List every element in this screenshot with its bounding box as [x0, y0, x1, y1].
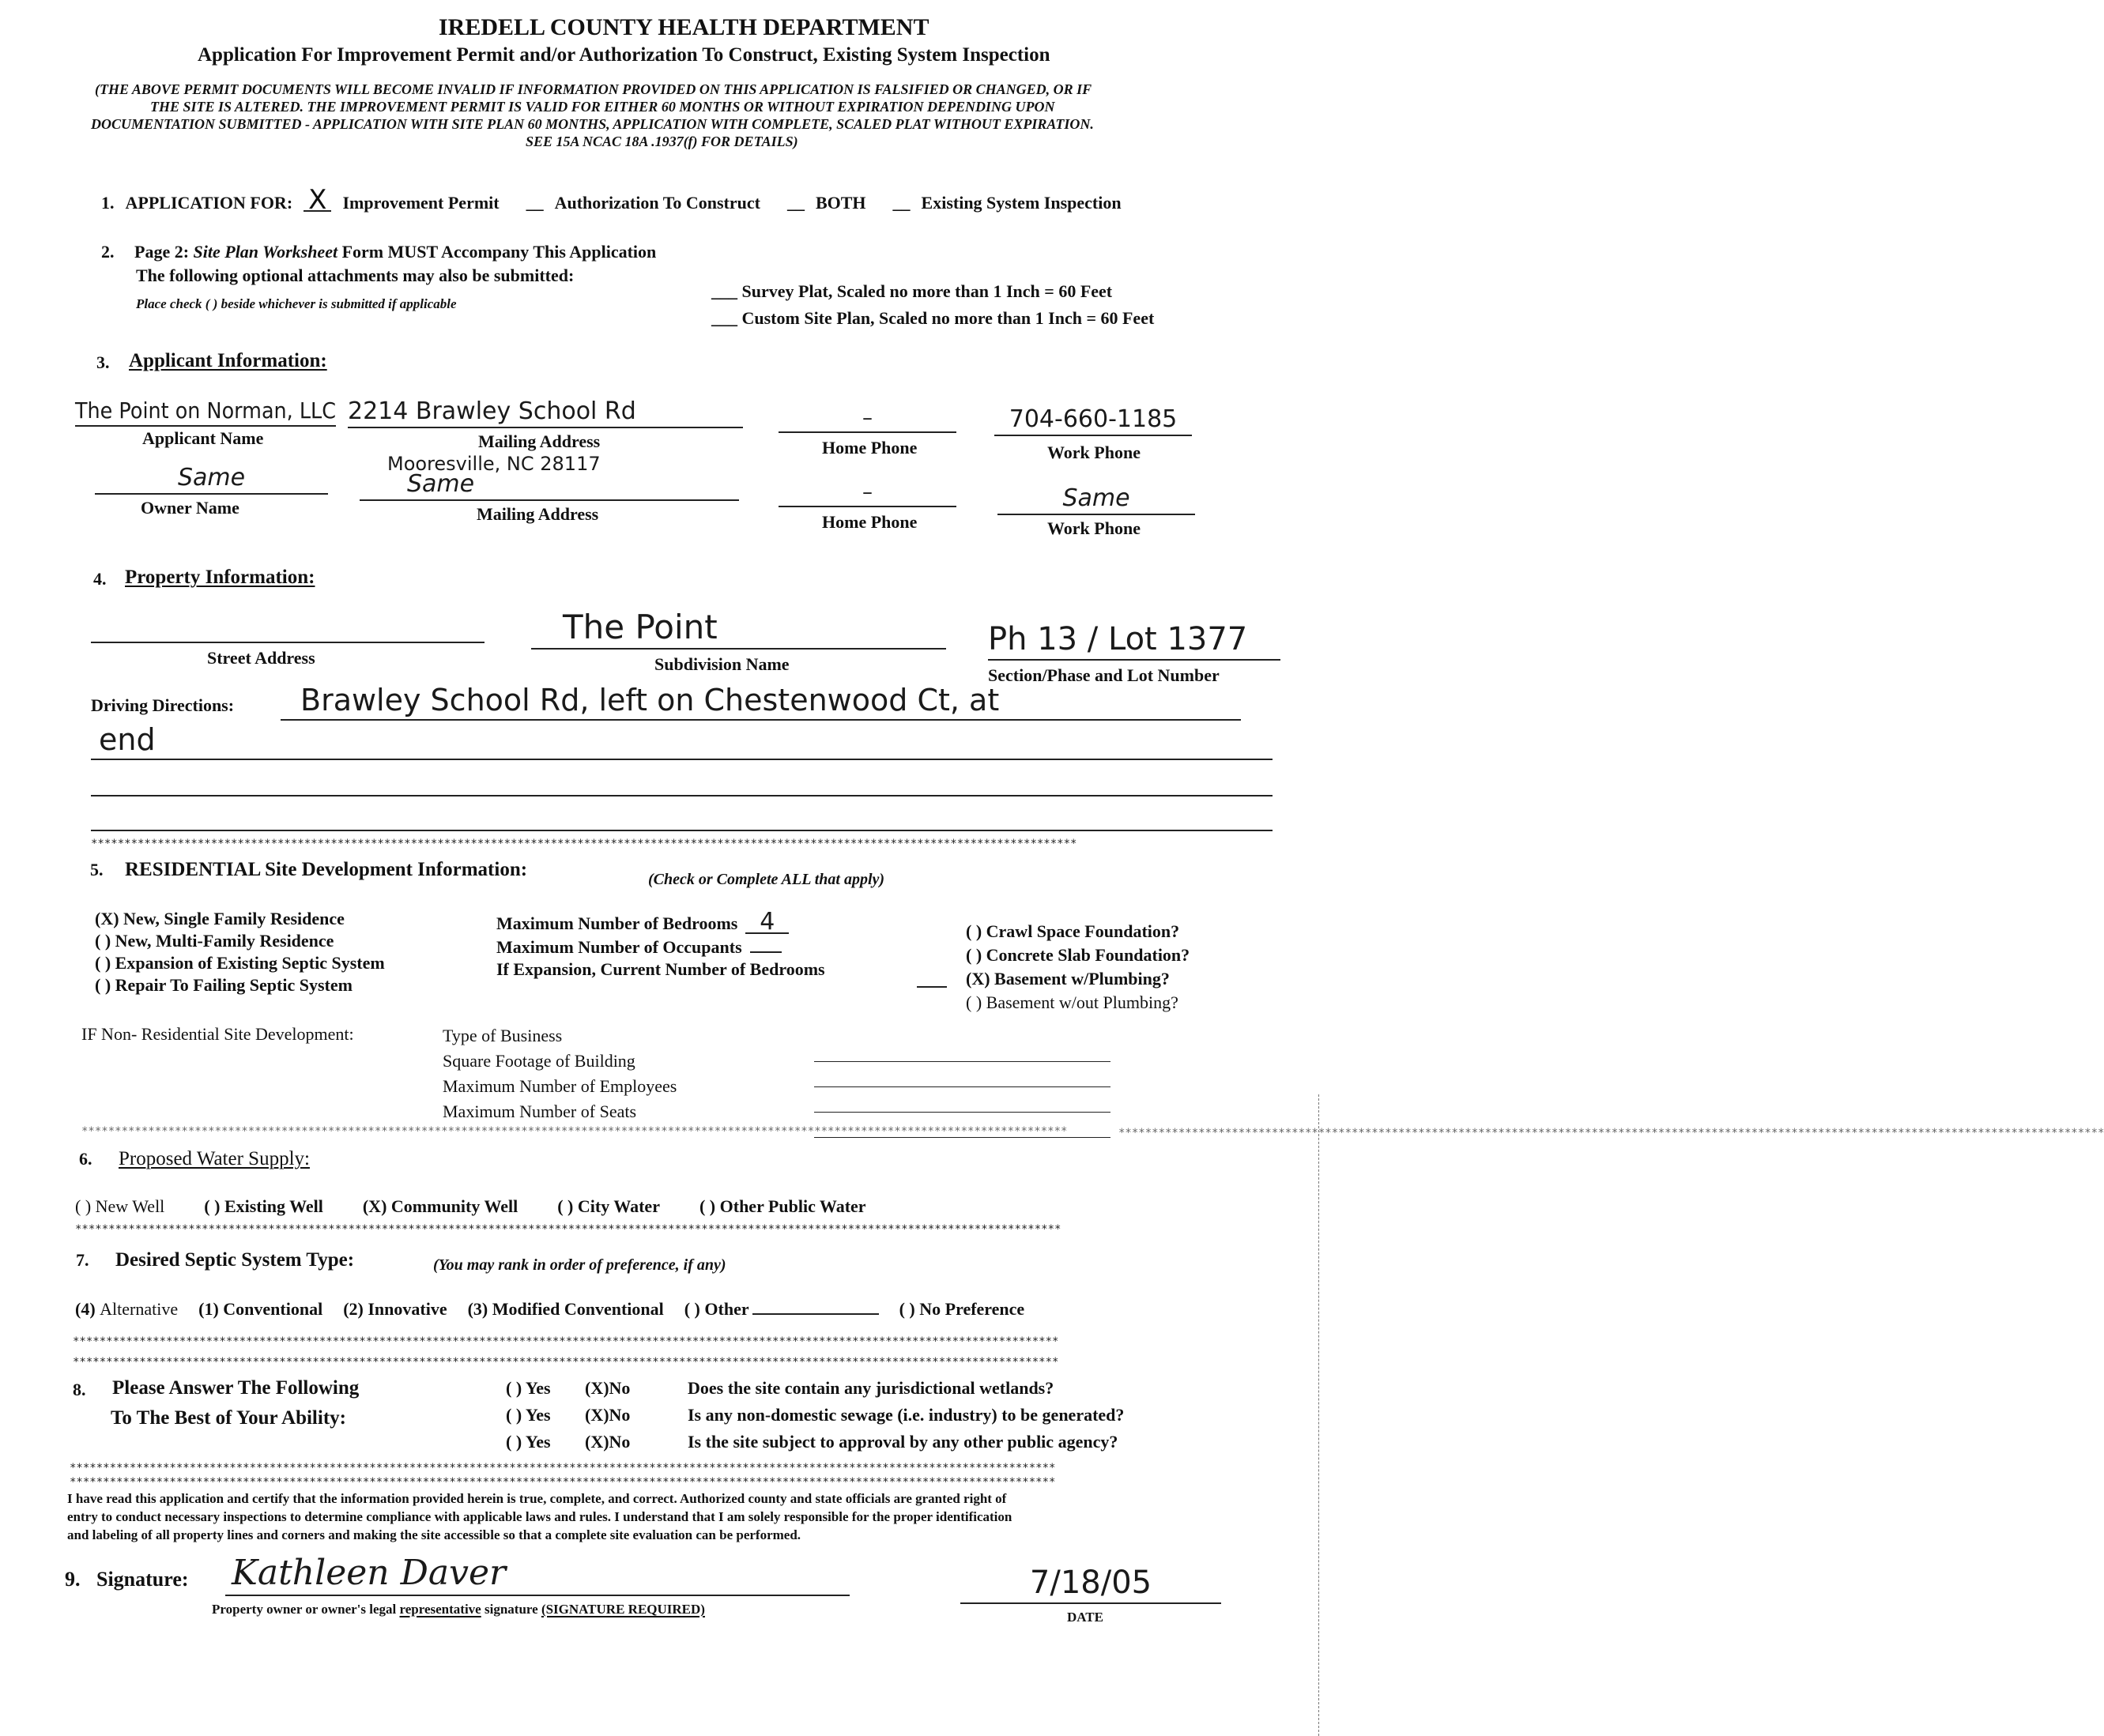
owner-name-field	[95, 466, 328, 495]
section-1-number: 1.	[101, 193, 115, 213]
owner-home-phone-field	[779, 479, 956, 507]
other-public-water-label: Other Public Water	[719, 1196, 866, 1216]
foundation-row	[966, 921, 1282, 942]
no-preference-rank[interactable]: ( )	[899, 1299, 915, 1319]
city-water-checkbox[interactable]: ( )	[557, 1196, 574, 1216]
community-well-checkbox[interactable]: (X)	[362, 1196, 387, 1216]
mailing-address-line2-value[interactable]: Mooresville, NC 28117	[387, 453, 601, 475]
new-single-family-label: New, Single Family Residence	[123, 909, 345, 928]
owner-work-phone-value[interactable]: Same	[1062, 484, 1130, 512]
subdivision-name-label: Subdivision Name	[654, 654, 790, 674]
max-employees-field	[814, 1092, 1110, 1113]
caption-required: (SIGNATURE REQUIRED)	[541, 1602, 705, 1617]
foundation-row	[966, 969, 1282, 989]
no-preference-option	[899, 1299, 1025, 1320]
caption-underlined: representative	[399, 1602, 481, 1617]
applicant-name-label: Applicant Name	[142, 428, 264, 448]
non-residential-row	[443, 1101, 806, 1122]
mailing-address-value[interactable]: 2214 Brawley School Rd	[348, 397, 636, 425]
count-row	[496, 908, 907, 936]
yes-label: Yes	[525, 1378, 551, 1398]
driving-directions-line1[interactable]: Brawley School Rd, left on Chestenwood Ct, at	[300, 683, 1000, 717]
other-blank[interactable]	[752, 1313, 879, 1315]
existing-well-checkbox[interactable]: ( )	[204, 1196, 221, 1216]
section-lot-value[interactable]: Ph 13 / Lot 1377	[988, 621, 1248, 657]
new-multi-family-label: New, Multi-Family Residence	[115, 931, 334, 951]
count-row	[496, 959, 907, 980]
owner-home-phone-label: Home Phone	[822, 512, 918, 532]
residential-note: (Check or Complete ALL that apply)	[648, 871, 885, 888]
max-bedrooms-label: Maximum Number of Bedrooms	[496, 913, 738, 933]
question-list	[506, 1378, 1280, 1452]
notice-line-text: (THE ABOVE PERMIT DOCUMENTS WILL BECOME INVALID IF INFORMATION PROVIDED ON THIS APPLICATION IS FALSIFIED OR CHANGED, OR IF	[95, 81, 1092, 97]
section-7-number: 7.	[76, 1250, 89, 1270]
driving-directions-field-2	[91, 724, 1273, 760]
non-residential-fields	[443, 1026, 806, 1122]
foundation-list	[966, 921, 1282, 1013]
section-lot-label: Section/Phase and Lot Number	[988, 665, 1220, 685]
max-employees-label: Maximum Number of Employees	[443, 1076, 677, 1096]
date-value[interactable]: 7/18/05	[1029, 1565, 1152, 1601]
square-footage-label: Square Footage of Building	[443, 1051, 635, 1071]
option-improvement-permit: Improvement Permit	[342, 193, 500, 213]
expansion-checkbox[interactable]: ( )	[95, 953, 111, 973]
non-residential-row	[443, 1051, 806, 1071]
owner-mailing-address-label: Mailing Address	[477, 504, 599, 524]
community-well-option	[363, 1196, 518, 1217]
date-label: DATE	[1067, 1610, 1103, 1625]
no-label: No	[609, 1405, 631, 1425]
current-bedrooms-label: If Expansion, Current Number of Bedrooms	[496, 959, 825, 979]
basement-plumbing-checkbox[interactable]: (X)	[966, 969, 990, 989]
no-checkbox[interactable]: (X)	[585, 1405, 609, 1425]
crawl-space-checkbox[interactable]: ( )	[966, 921, 982, 941]
form-subtitle	[198, 44, 1050, 66]
section-6-number: 6.	[79, 1149, 92, 1169]
applicant-name-field	[75, 394, 336, 427]
max-seats-label: Maximum Number of Seats	[443, 1101, 637, 1121]
certification-statement	[67, 1490, 1269, 1544]
yes-option[interactable]	[506, 1378, 585, 1399]
survey-plat-checkbox[interactable]: ___	[711, 281, 737, 301]
yes-checkbox[interactable]: ( )	[506, 1432, 522, 1452]
custom-site-plan-row	[711, 308, 1265, 329]
yes-option[interactable]	[506, 1405, 585, 1425]
no-checkbox[interactable]: (X)	[585, 1378, 609, 1398]
city-water-label: City Water	[577, 1196, 660, 1216]
signature-label: Signature:	[96, 1568, 189, 1591]
street-address-label: Street Address	[207, 648, 315, 668]
home-phone-label: Home Phone	[822, 438, 918, 458]
driving-directions-field	[281, 684, 1241, 721]
no-label: No	[609, 1378, 631, 1398]
basement-no-plumbing-label: Basement w/out Plumbing?	[986, 992, 1178, 1012]
foundation-row	[966, 945, 1282, 966]
alternative-option	[75, 1299, 178, 1320]
notice-line	[91, 115, 1284, 133]
home-phone-field	[779, 401, 956, 433]
signature-caption	[212, 1601, 705, 1618]
heading-suffix: Form MUST Accompany This Application	[337, 242, 657, 262]
section-2-number: 2.	[101, 242, 115, 262]
septic-type-heading: Desired Septic System Type:	[115, 1249, 355, 1271]
section-8-number: 8.	[73, 1380, 86, 1399]
both-checkbox[interactable]: __	[786, 193, 805, 213]
new-multi-family-checkbox[interactable]: ( )	[95, 931, 111, 951]
innovative-option	[343, 1299, 447, 1320]
question-row	[506, 1405, 1280, 1425]
basement-plumbing-label: Basement w/Plumbing?	[994, 969, 1170, 989]
question-text: Is any non-domestic sewage (i.e. industry) to be generated?	[688, 1405, 1125, 1425]
non-residential-label: IF Non- Residential Site Development:	[81, 1024, 354, 1044]
caption-prefix: Property owner or owner's legal	[212, 1602, 400, 1617]
place-check-instructions	[136, 296, 457, 313]
community-well-label: Community Well	[390, 1196, 518, 1216]
heading-prefix: Page 2:	[134, 242, 194, 262]
questions-heading-line2: To The Best of Your Ability:	[111, 1407, 346, 1429]
heading-italic: Site Plan Worksheet	[193, 242, 338, 262]
other-public-water-checkbox[interactable]: ( )	[699, 1196, 716, 1216]
authorization-checkbox[interactable]: __	[526, 193, 544, 213]
section-application-for	[101, 184, 1279, 216]
development-type-row	[95, 909, 474, 929]
expansion-label: Expansion of Existing Septic System	[115, 953, 385, 973]
other-rank[interactable]: ( )	[684, 1299, 700, 1319]
development-type-row	[95, 953, 474, 973]
mailing-address-label: Mailing Address	[478, 431, 601, 451]
water-supply-heading: Proposed Water Supply:	[119, 1148, 310, 1169]
max-bedrooms-value[interactable]: 4	[745, 912, 789, 934]
crawl-space-label: Crawl Space Foundation?	[986, 921, 1180, 941]
survey-plat-label: Survey Plat, Scaled no more than 1 Inch = 60 Feet	[741, 281, 1113, 301]
option-authorization: Authorization To Construct	[554, 193, 760, 213]
notice-line	[91, 81, 1284, 98]
new-well-label: New Well	[95, 1196, 165, 1216]
notice-line-text: SEE 15A NCAC 18A .1937(f) FOR DETAILS)	[526, 134, 798, 149]
custom-site-plan-checkbox[interactable]: ___	[711, 308, 737, 328]
conventional-label: Conventional	[223, 1299, 323, 1319]
concrete-slab-checkbox[interactable]: ( )	[966, 945, 982, 965]
no-option[interactable]	[585, 1405, 688, 1425]
repair-label: Repair To Failing Septic System	[115, 975, 353, 995]
property-info-heading: Property Information:	[125, 567, 315, 588]
alternative-rank[interactable]: (4)	[75, 1299, 96, 1319]
existing-inspection-checkbox[interactable]: __	[892, 193, 911, 213]
certification-line: I have read this application and certify that the information provided herein is true, complete, and correct. Authorized county and state officials are granted right of	[67, 1491, 1007, 1506]
max-occupants-label: Maximum Number of Occupants	[496, 937, 742, 957]
question-row	[506, 1378, 1280, 1399]
notice-line-text: THE SITE IS ALTERED. THE IMPROVEMENT PERMIT IS VALID FOR EITHER 60 MONTHS OR WITHOUT EXPIRATION DEPENDING UPON	[150, 99, 1055, 115]
existing-well-option	[204, 1196, 323, 1217]
work-phone-value[interactable]: 704-660-1185	[1009, 405, 1178, 433]
survey-plat-row	[711, 281, 1265, 302]
option-both: BOTH	[815, 193, 866, 213]
caption-mid: signature	[481, 1602, 541, 1617]
septic-type-options	[75, 1299, 1269, 1320]
separator-line: ****************************************************************************************************************************************************	[75, 1223, 1061, 1236]
home-phone-value[interactable]: –	[862, 406, 873, 430]
non-residential-row	[443, 1026, 806, 1046]
owner-home-phone-value[interactable]: –	[862, 480, 873, 504]
certification-line: and labeling of all property lines and corners and making the site accessible so that a complete site evaluation can be performed.	[67, 1527, 801, 1542]
other-public-water-option	[699, 1196, 866, 1217]
no-preference-label: No Preference	[919, 1299, 1025, 1319]
yes-checkbox[interactable]: ( )	[506, 1378, 522, 1398]
max-occupants-value[interactable]	[750, 936, 782, 953]
subdivision-name-field	[531, 610, 946, 650]
conventional-option	[198, 1299, 322, 1320]
question-text: Is the site subject to approval by any other public agency?	[688, 1432, 1118, 1452]
separator-line: ****************************************************************************************************************************************************	[81, 1125, 1068, 1138]
certification-line: entry to conduct necessary inspections to determine compliance with applicable laws and rules. I understand that I am solely responsible for the proper identification	[67, 1509, 1012, 1524]
owner-mailing-address-field	[360, 470, 739, 501]
city-water-option	[557, 1196, 660, 1217]
yes-label: Yes	[525, 1432, 551, 1452]
section-5-number: 5.	[90, 860, 104, 879]
residential-heading: RESIDENTIAL Site Development Information:	[125, 859, 528, 880]
question-row	[506, 1432, 1280, 1452]
driving-directions-line2[interactable]: end	[99, 722, 156, 757]
yes-label: Yes	[525, 1405, 551, 1425]
section-3-number: 3.	[96, 352, 110, 372]
separator-line: ****************************************************************************************************************************************************	[73, 1356, 1059, 1369]
owner-name-value[interactable]: Same	[177, 464, 246, 491]
question-text: Does the site contain any jurisdictional wetlands?	[688, 1378, 1054, 1398]
improvement-permit-checkbox[interactable]: X	[304, 190, 331, 212]
count-row	[496, 936, 907, 958]
concrete-slab-label: Concrete Slab Foundation?	[986, 945, 1190, 965]
separator-line: ****************************************************************************************************************************************************	[73, 1335, 1059, 1348]
no-option[interactable]	[585, 1432, 688, 1452]
repair-checkbox[interactable]: ( )	[95, 975, 111, 995]
yes-option[interactable]	[506, 1432, 585, 1452]
other-option	[684, 1299, 879, 1320]
place-check-text: Place check ( ) beside whichever is submitted if applicable	[136, 296, 457, 311]
alternative-label: Alternative	[100, 1299, 179, 1319]
separator-line: ****************************************************************************************************************************************************	[70, 1462, 1056, 1474]
option-existing-inspection: Existing System Inspection	[921, 193, 1122, 213]
new-well-option	[75, 1196, 164, 1217]
applicant-name-value[interactable]: The Point on Norman, LLC	[75, 397, 337, 424]
mailing-address-field	[348, 394, 743, 428]
development-type-row	[95, 931, 474, 951]
department-title: IREDELL COUNTY HEALTH DEPARTMENT	[439, 14, 929, 40]
validity-notice	[91, 81, 1284, 150]
applicant-info-heading: Applicant Information:	[129, 350, 327, 371]
no-label: No	[609, 1432, 631, 1452]
occupancy-counts	[496, 908, 907, 980]
yes-checkbox[interactable]: ( )	[506, 1405, 522, 1425]
separator-line: ****************************************************************************************************************************************************	[70, 1476, 1056, 1489]
type-of-business-field	[814, 1041, 1110, 1062]
site-plan-heading	[134, 242, 656, 262]
non-residential-row	[443, 1076, 806, 1097]
septic-type-note: (You may rank in order of preference, if any)	[433, 1256, 726, 1274]
owner-work-phone-label: Work Phone	[1047, 518, 1141, 538]
custom-site-plan-label: Custom Site Plan, Scaled no more than 1 Inch = 60 Feet	[741, 308, 1155, 328]
owner-work-phone-field	[997, 485, 1195, 515]
section-4-number: 4.	[93, 569, 107, 589]
development-type-list	[95, 909, 474, 996]
application-for-label: APPLICATION FOR:	[125, 193, 293, 213]
section-9-number: 9.	[65, 1568, 81, 1591]
notice-line	[91, 98, 1284, 115]
innovative-rank[interactable]: (2)	[343, 1299, 364, 1319]
optional-attachments-text-inner: The following optional attachments may also be submitted:	[136, 265, 575, 285]
modified-conventional-label: Modified Conventional	[492, 1299, 664, 1319]
conventional-rank[interactable]: (1)	[198, 1299, 219, 1319]
new-single-family-checkbox[interactable]: (X)	[95, 909, 119, 928]
street-address-field	[91, 613, 485, 643]
date-field	[960, 1565, 1221, 1604]
type-of-business-label: Type of Business	[443, 1026, 563, 1045]
questions-heading-line1: Please Answer The Following	[112, 1377, 360, 1399]
separator-line: ****************************************************************************************************************************************************	[91, 838, 1077, 850]
separator-line: ****************************************************************************************************************************************************	[1118, 1127, 2104, 1139]
new-well-checkbox[interactable]: ( )	[75, 1196, 92, 1216]
water-supply-options	[75, 1196, 1197, 1217]
form-subtitle-text: Application For Improvement Permit and/or Authorization To Construct, Existing System Inspection	[198, 44, 1050, 66]
section-lot-field	[988, 619, 1280, 661]
development-type-row	[95, 975, 474, 996]
work-phone-field	[994, 403, 1192, 436]
notice-line-text: DOCUMENTATION SUBMITTED - APPLICATION WITH SITE PLAN 60 MONTHS, APPLICATION WITH COMPLETE, SCALED PLAT WITHOUT EXPIRATION.	[91, 116, 1094, 132]
notice-line	[91, 133, 1284, 150]
scan-edge-line	[1318, 1094, 1319, 1736]
work-phone-label: Work Phone	[1047, 442, 1141, 462]
foundation-row	[966, 992, 1282, 1013]
existing-well-label: Existing Well	[224, 1196, 323, 1216]
owner-mailing-address-value[interactable]: Same	[407, 470, 475, 498]
modified-conventional-option	[468, 1299, 664, 1320]
signature-field	[225, 1549, 850, 1596]
signature-value[interactable]: Kathleen Daver	[232, 1553, 507, 1593]
innovative-label: Innovative	[368, 1299, 447, 1319]
no-option[interactable]	[585, 1378, 688, 1399]
modified-conventional-rank[interactable]: (3)	[467, 1299, 488, 1319]
optional-attachments-text	[136, 265, 574, 286]
driving-directions-label: Driving Directions:	[91, 695, 235, 715]
owner-name-label: Owner Name	[141, 498, 239, 518]
current-bedrooms-value[interactable]	[917, 966, 947, 988]
square-footage-field	[814, 1067, 1110, 1087]
no-checkbox[interactable]: (X)	[585, 1432, 609, 1452]
other-label: Other	[704, 1299, 749, 1319]
subdivision-name-value[interactable]: The Point	[563, 608, 718, 646]
basement-no-plumbing-checkbox[interactable]: ( )	[966, 992, 982, 1012]
